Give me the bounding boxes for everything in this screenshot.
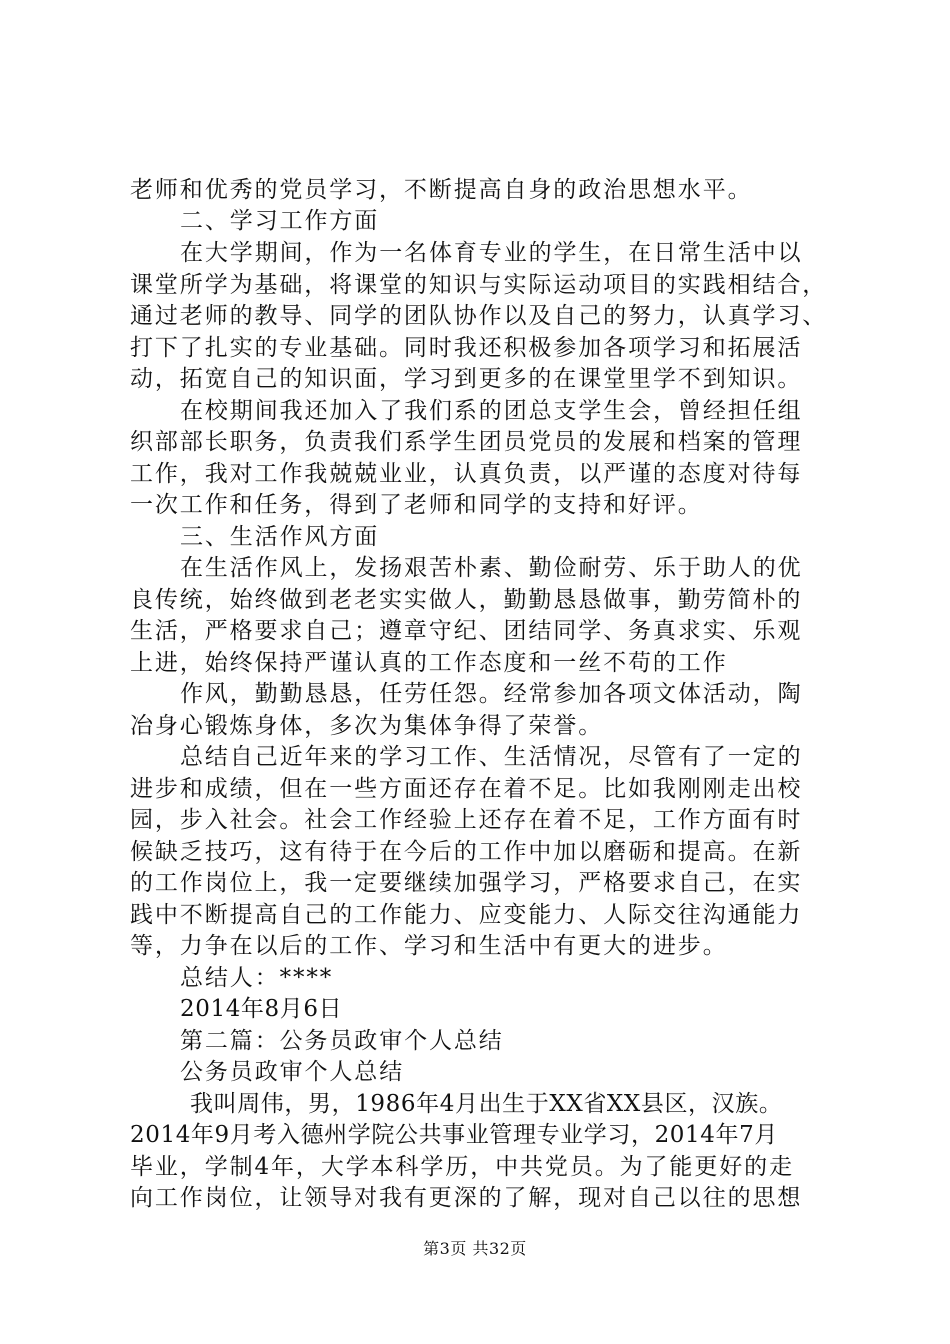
text-line: 园，步入社会。社会工作经验上还存在着不足，工作方面有时 xyxy=(130,807,803,833)
date-line: 2014年8月6日 xyxy=(180,996,343,1022)
text-line: 候缺乏技巧，这有待于在今后的工作中加以磨砺和提高。在新 xyxy=(130,839,803,865)
section-heading: 三、生活作风方面 xyxy=(180,524,380,550)
text-line: 织部部长职务，负责我们系学生团员党员的发展和档案的管理 xyxy=(130,429,803,455)
text-line: 作风，勤勤恳恳，任劳任怨。经常参加各项文体活动，陶 xyxy=(180,681,803,707)
text-line: 生活，严格要求自己；遵章守纪、团结同学、务真求实、乐观 xyxy=(130,618,803,644)
text-line: 冶身心锻炼身体，多次为集体争得了荣誉。 xyxy=(130,713,604,739)
text-line: 老师和优秀的党员学习，不断提高自身的政治思想水平。 xyxy=(130,177,753,203)
text-line: 毕业，学制4年，大学本科学历，中共党员。为了能更好的走 xyxy=(130,1154,794,1180)
text-line: 打下了扎实的专业基础。同时我还积极参加各项学习和拓展活 xyxy=(130,335,803,361)
text-line: 良传统，始终做到老老实实做人，勤勤恳恳做事，勤劳简朴的 xyxy=(130,587,803,613)
text-line: 总结自己近年来的学习工作、生活情况，尽管有了一定的 xyxy=(180,744,803,770)
text-line: 在大学期间，作为一名体育专业的学生，在日常生活中以 xyxy=(180,240,803,266)
page-footer: 第3页 共32页 xyxy=(423,1239,527,1258)
text-line: 向工作岗位，让领导对我有更深的了解，现对自己以往的思想 xyxy=(130,1185,803,1211)
chapter-heading: 第二篇：公务员政审个人总结 xyxy=(180,1028,504,1054)
text-line: 等，力争在以后的工作、学习和生活中有更大的进步。 xyxy=(130,933,728,959)
text-line: 课堂所学为基础，将课堂的知识与实际运动项目的实践相结合， xyxy=(130,272,828,298)
text-line: 一次工作和任务，得到了老师和同学的支持和好评。 xyxy=(130,492,703,518)
text-line: 进步和成绩，但在一些方面还存在着不足。比如我刚刚走出校 xyxy=(130,776,803,802)
text-line: 践中不断提高自己的工作能力、应变能力、人际交往沟通能力 xyxy=(130,902,803,928)
text-line: 上进，始终保持严谨认真的工作态度和一丝不苟的工作 xyxy=(130,650,728,676)
signature-line: 总结人：**** xyxy=(180,965,334,991)
text-line: 动，拓宽自己的知识面，学习到更多的在课堂里学不到知识。 xyxy=(130,366,803,392)
text-line: 2014年9月考入德州学院公共事业管理专业学习，2014年7月 xyxy=(130,1122,778,1148)
text-line: 在生活作风上，发扬艰苦朴素、勤俭耐劳、乐于助人的优 xyxy=(180,555,803,581)
section-heading: 二、学习工作方面 xyxy=(180,208,380,234)
chapter-title: 公务员政审个人总结 xyxy=(180,1059,405,1085)
text-line: 我叫周伟，男，1986年4月出生于XX省XX县区，汉族。 xyxy=(190,1091,783,1117)
text-line: 通过老师的教导、同学的团队协作以及自己的努力，认真学习、 xyxy=(130,303,828,329)
text-line: 工作，我对工作我兢兢业业，认真负责，以严谨的态度对待每 xyxy=(130,461,803,487)
text-line: 的工作岗位上，我一定要继续加强学习，严格要求自己，在实 xyxy=(130,870,803,896)
text-line: 在校期间我还加入了我们系的团总支学生会，曾经担任组 xyxy=(180,398,803,424)
